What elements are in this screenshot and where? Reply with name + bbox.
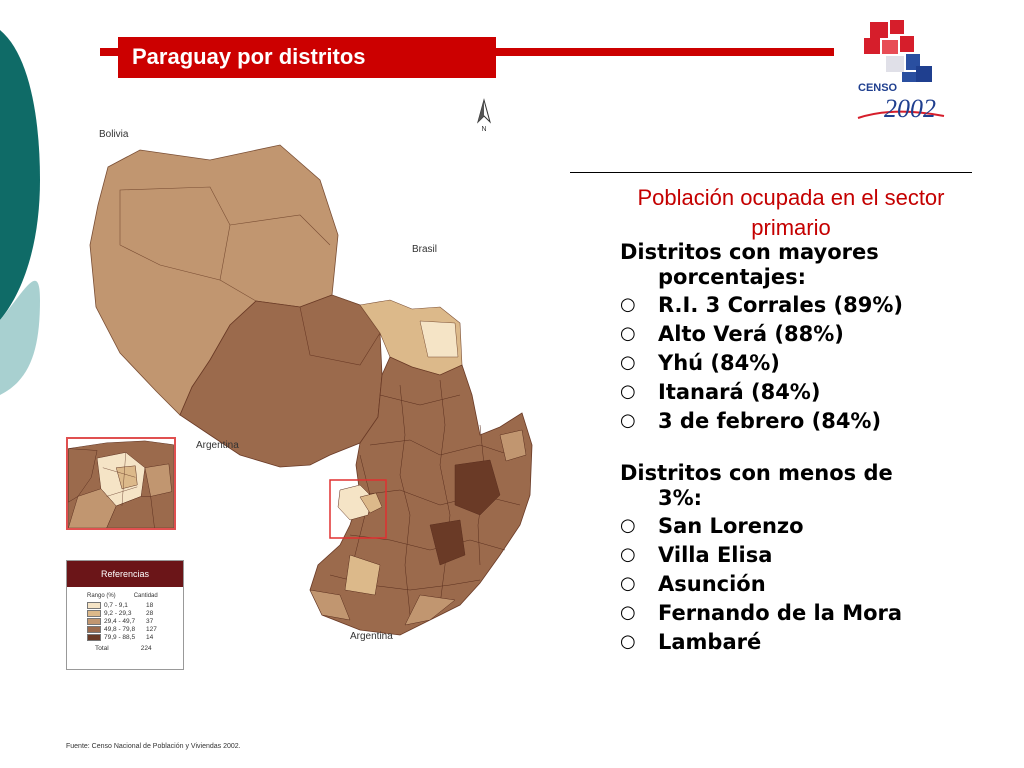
circle-bullet-icon: ○ xyxy=(620,323,636,344)
logo-label: CENSO xyxy=(858,82,898,94)
list-item-text: Alto Verá (88%) xyxy=(658,321,844,346)
low-heading-cont: 3%: xyxy=(658,486,703,510)
legend-range: 9,2 - 29,3 xyxy=(104,609,132,617)
list-item xyxy=(620,319,1000,348)
circle-bullet-icon: ○ xyxy=(620,573,636,594)
high-heading-cont: porcentajes: xyxy=(658,265,807,289)
circle-bullet-icon: ○ xyxy=(620,631,636,652)
legend-swatch xyxy=(87,618,101,625)
list-item-text: Itanará (84%) xyxy=(658,379,821,404)
legend-swatch xyxy=(87,610,101,617)
list-item xyxy=(620,627,1000,656)
list-item-text: 3 de febrero (84%) xyxy=(658,408,882,433)
list-item-text: Villa Elisa xyxy=(658,542,773,567)
legend-count: 37 xyxy=(146,617,154,625)
panel-rule xyxy=(570,172,972,173)
label-argentina-south: Argentina xyxy=(350,631,393,642)
circle-bullet-icon: ○ xyxy=(620,515,636,536)
legend-swatch xyxy=(87,634,101,641)
list-item xyxy=(620,511,1000,540)
list-item xyxy=(620,569,1000,598)
legend-col-range: Rango (%) xyxy=(87,593,116,599)
source-note: Fuente: Censo Nacional de Población y Viviendas 2002. xyxy=(66,743,241,750)
circle-bullet-icon: ○ xyxy=(620,381,636,402)
circle-bullet-icon: ○ xyxy=(620,410,636,431)
district-list-panel xyxy=(620,240,1000,656)
legend-swatch xyxy=(87,626,101,633)
legend-total-value: 224 xyxy=(140,645,152,652)
legend-row xyxy=(67,633,183,641)
legend-count: 28 xyxy=(146,609,154,617)
legend-range: 49,8 - 79,8 xyxy=(104,625,136,633)
capital-inset-map xyxy=(66,437,176,530)
label-argentina-west: Argentina xyxy=(196,440,239,451)
panel-title: Población ocupada en el sector primario xyxy=(637,185,945,240)
north-label: N xyxy=(481,126,487,133)
legend-title: Referencias xyxy=(67,561,183,587)
list-item xyxy=(620,377,1000,406)
list-item xyxy=(620,598,1000,627)
legend-total-label: Total xyxy=(95,645,109,652)
list-item xyxy=(620,348,1000,377)
legend-row xyxy=(67,617,183,625)
list-item-text: Asunción xyxy=(658,571,766,596)
circle-bullet-icon: ○ xyxy=(620,352,636,373)
map-legend xyxy=(66,560,184,670)
page-title: Paraguay por distritos xyxy=(132,44,366,69)
decorative-side-shape xyxy=(0,0,40,420)
circle-bullet-icon: ○ xyxy=(620,294,636,315)
circle-bullet-icon: ○ xyxy=(620,544,636,565)
list-item-text: San Lorenzo xyxy=(658,513,804,538)
legend-col-count: Cantidad xyxy=(133,593,158,599)
high-heading: Distritos con mayores xyxy=(620,240,879,264)
label-brasil: Brasil xyxy=(412,244,438,255)
legend-swatch xyxy=(87,602,101,609)
legend-row xyxy=(67,609,183,617)
legend-count: 14 xyxy=(146,633,154,641)
list-item xyxy=(620,290,1000,319)
puzzle-icon xyxy=(864,20,932,82)
label-bolivia: Bolivia xyxy=(99,129,129,140)
legend-range: 79,9 - 88,5 xyxy=(104,633,136,641)
legend-count: 127 xyxy=(146,625,157,633)
list-item-text: R.I. 3 Corrales (89%) xyxy=(658,292,903,317)
legend-range: 0,7 - 9,1 xyxy=(104,601,128,609)
list-item-text: Fernando de la Mora xyxy=(658,600,903,625)
list-item xyxy=(620,406,1000,435)
list-item-text: Yhú (84%) xyxy=(658,350,780,375)
circle-bullet-icon: ○ xyxy=(620,602,636,623)
logo-year: 2002 xyxy=(884,94,936,123)
list-item-text: Lambaré xyxy=(658,629,762,654)
list-item xyxy=(620,540,1000,569)
legend-row xyxy=(67,601,183,609)
low-heading: Distritos con menos de xyxy=(620,461,893,485)
legend-range: 29,4 - 49,7 xyxy=(104,617,136,625)
legend-count: 18 xyxy=(146,601,154,609)
legend-row xyxy=(67,625,183,633)
